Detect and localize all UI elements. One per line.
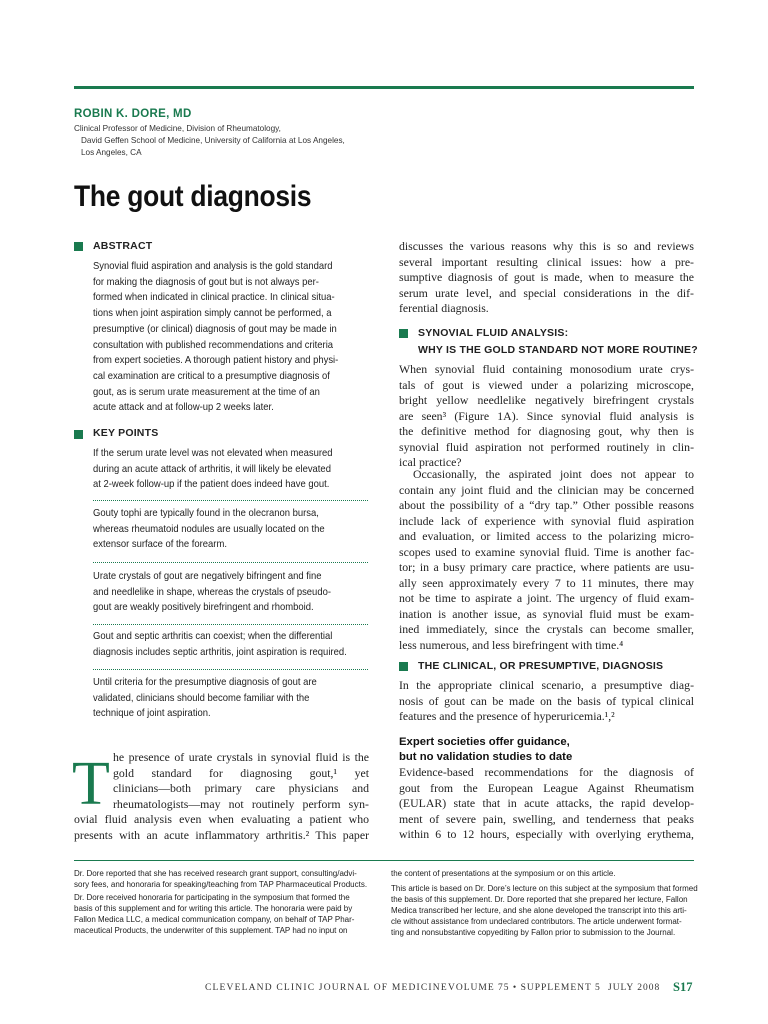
text-line: tor; in a busy primary care practice, where patients are usu-: [399, 560, 694, 574]
text-line: sory fees, and honoraria for speaking/teaching from TAP Pharmaceutical Products.: [74, 880, 368, 889]
divider: [93, 500, 368, 501]
drop-cap: T: [72, 750, 110, 818]
synovial-heading: SYNOVIAL FLUID ANALYSIS:: [418, 327, 569, 339]
footnote-right: [391, 868, 698, 938]
text-line: tions when joint aspiration simply cannot be performed, a: [93, 307, 332, 320]
key-point: [93, 506, 350, 553]
text-line: he presence of urate crystals in synovial fluid is the: [113, 750, 369, 764]
text-line: presumptive (or clinical) diagnosis of gout may be made in: [93, 322, 337, 335]
key-point: [93, 629, 375, 660]
text-line: Urate crystals of gout are negatively bifringent and fine: [93, 570, 322, 582]
text-line: gout, as is serum urate measurement at the time of an: [93, 385, 320, 398]
text-line: for making the diagnosis of gout but is not always per-: [93, 275, 319, 288]
key-points-heading: KEY POINTS: [93, 427, 159, 439]
page-title: The gout diagnosis: [74, 180, 312, 213]
synovial-text: [399, 467, 694, 653]
text-line: and evaluation, or limited access to the polarizing micro-: [399, 529, 694, 543]
text-line: validated, clinicians should become familiar with the: [93, 691, 310, 704]
subheading: but no validation studies to date: [399, 751, 573, 763]
text-line: ment of severe pain, swelling, and tenderness that peaks: [399, 811, 694, 826]
top-rule: [74, 86, 694, 89]
text-line: cle without assistance from undeclared contributors. The article underwent format-: [391, 917, 682, 926]
right-intro-text: [399, 239, 694, 317]
footer-volume: VOLUME 75 • SUPPLEMENT 5: [448, 983, 601, 993]
author-name: ROBIN K. DORE, MD: [74, 108, 192, 120]
text-line: ovial fluid analysis even when evaluating a patient who: [74, 812, 369, 826]
page-number: S17: [673, 980, 693, 994]
text-line: technique of joint aspiration.: [93, 707, 211, 720]
divider: [93, 624, 368, 625]
text-line: whereas rheumatoid nodules are usually located on the: [93, 522, 325, 535]
footer-date: JULY 2008: [608, 983, 661, 993]
text-line: discusses the various reasons why this is so and reviews: [399, 239, 694, 253]
author-affiliation: David Geffen School of Medicine, University of California at Los Angeles,: [81, 136, 345, 145]
section-bullet-icon: [74, 430, 83, 439]
footnote-rule: [74, 860, 694, 861]
text-line: at 2-week follow-up if the patient does indeed have gout.: [93, 478, 330, 491]
synovial-text: [399, 362, 694, 471]
section-bullet-icon: [399, 329, 408, 338]
text-line: Evidence-based recommendations for the diagnosis of: [399, 765, 694, 779]
key-point: [93, 675, 342, 722]
text-line: ined immediately, since the crystals can become smaller,: [399, 622, 694, 636]
text-line: Gout and septic arthritis can coexist; when the differential: [93, 630, 333, 642]
text-line: nosis of gout can be made on the basis of typical clinical: [399, 693, 694, 708]
text-line: synovial fluid aspiration not performed routinely in clin-: [399, 439, 694, 454]
text-line: features and the presence of hyperuricemia.¹,²: [399, 709, 615, 723]
text-line: Gouty tophi are typically found in the olecranon bursa,: [93, 507, 319, 519]
text-line: gold standard for diagnosing gout,¹ yet: [113, 765, 369, 780]
text-line: include lack of experience with synovial fluid aspiration: [399, 513, 694, 528]
text-line: Synovial fluid aspiration and analysis is the gold standard: [93, 260, 333, 272]
text-line: the definitive method for diagnosing gout, why then is: [399, 424, 694, 438]
abstract-text: [93, 259, 373, 416]
footer-journal: CLEVELAND CLINIC JOURNAL OF MEDICINE: [205, 983, 448, 993]
text-line: scopes used to examine synovial fluid. Time is another fac-: [399, 544, 694, 559]
text-line: ferential diagnosis.: [399, 301, 489, 315]
subheading: Expert societies offer guidance,: [399, 736, 570, 748]
clinical-heading: THE CLINICAL, OR PRESUMPTIVE, DIAGNOSIS: [418, 660, 664, 672]
text-line: tals of gout is viewed under a polarizing microscope,: [399, 377, 694, 392]
text-line: the content of presentations at the symposium or on this article.: [391, 869, 616, 878]
footnote-left: [74, 868, 374, 936]
text-line: This article is based on Dr. Dore’s lecture on this subject at the symposium that formed: [391, 884, 698, 893]
text-line: Occasionally, the aspirated joint does not appear to: [413, 467, 694, 481]
section-bullet-icon: [74, 242, 83, 251]
text-line: gout are weakly positively birefringent and rhomboid.: [93, 601, 314, 614]
text-line: during an acute attack of arthritis, it will likely be elevated: [93, 462, 331, 475]
text-line: Medica transcribed her lecture, and she alone developed the transcript into this arti-: [391, 906, 687, 915]
text-line: If the serum urate level was not elevated when measured: [93, 447, 333, 459]
text-line: gout from the European League Against Rheumatism: [399, 780, 694, 795]
text-line: presents with an acute inflammatory arthritis.² This paper: [74, 827, 369, 842]
text-line: cal examination are critical to a presumptive diagnosis of: [93, 369, 330, 382]
text-line: ting and nonsubstantive copyediting by Fallon prior to submission to the Journal.: [391, 928, 676, 937]
text-line: serum urate level, and special considerations in the dif-: [399, 285, 694, 300]
text-line: are seen³ (Figure 1A). Since synovial fluid analysis is: [399, 408, 694, 423]
text-line: ally seen approximately every 7 to 11 minutes, there may: [399, 575, 694, 590]
clinical-text: [399, 678, 694, 725]
text-line: clinicians—both primary care physicians and: [113, 781, 369, 795]
text-line: ination is another issue, as synovial fluid must be exam-: [399, 606, 694, 621]
text-line: about the possibility of a “dry tap.” Other possible reasons: [399, 498, 694, 512]
synovial-heading: WHY IS THE GOLD STANDARD NOT MORE ROUTINE?: [418, 344, 698, 356]
text-line: diagnosis includes septic arthritis, joint aspiration is required.: [93, 645, 347, 658]
text-line: within 6 to 12 hours, especially with overlying erythema,: [399, 827, 694, 841]
author-affiliation: Clinical Professor of Medicine, Division of Rheumatology,: [74, 124, 281, 133]
text-line: Fallon Medica LLC, a medical communication company, on behalf of TAP Phar-: [74, 915, 355, 924]
text-line: contain any joint fluid and the clinician may be concerned: [399, 482, 694, 497]
divider: [93, 669, 368, 670]
author-affiliation: Los Angeles, CA: [81, 148, 142, 157]
text-line: Until criteria for the presumptive diagnosis of gout are: [93, 676, 317, 688]
text-line: and needlelike in shape, whereas the crystals of pseudo-: [93, 585, 331, 598]
text-line: the basis of this supplement. Dr. Dore reported that she prepared her lecture, Fallon: [391, 895, 688, 904]
text-line: When synovial fluid containing monosodium urate crys-: [399, 362, 694, 376]
divider: [93, 562, 368, 563]
text-line: Dr. Dore received honoraria for participating in the symposium that formed the: [74, 893, 350, 902]
text-line: (EULAR) state that in acute attacks, the rapid develop-: [399, 796, 694, 810]
text-line: acute attack and at follow-up 2 weeks later.: [93, 401, 274, 414]
section-bullet-icon: [399, 662, 408, 671]
text-line: In the appropriate clinical scenario, a presumptive diag-: [399, 678, 694, 692]
text-line: several important resulting clinical issues: how a pre-: [399, 254, 694, 269]
text-line: maceutical Products, the underwriter of this supplement. TAP had no input on: [74, 926, 348, 935]
text-line: bright yellow needlelike negatively birefringent crystals: [399, 393, 694, 407]
text-line: sumptive diagnosis of gout is made, when to measure the: [399, 270, 694, 284]
clinical-text: [399, 765, 694, 843]
text-line: not be time to aspirate a joint. The urgency of fluid exam-: [399, 591, 694, 605]
text-line: from expert societies. A thorough patient history and physi-: [93, 354, 339, 367]
text-line: less numerous, and less birefringent with time.⁴: [399, 637, 624, 652]
key-point: [93, 569, 357, 616]
text-line: formed when indicated in clinical practice. In clinical situa-: [93, 291, 335, 304]
abstract-heading: ABSTRACT: [93, 240, 153, 252]
intro-text: [74, 812, 369, 843]
key-point: [93, 446, 359, 493]
intro-text: [113, 750, 369, 812]
text-line: ical practice?: [399, 455, 462, 469]
text-line: consultation with published recommendations and criteria: [93, 338, 334, 351]
text-line: extensor surface of the forearm.: [93, 538, 227, 551]
text-line: Dr. Dore reported that she has received research grant support, consulting/advi-: [74, 869, 357, 878]
text-line: basis of this supplement and for writing this article. The honoraria were paid by: [74, 904, 353, 913]
text-line: rheumatologists—may not routinely perform syn-: [113, 796, 369, 811]
